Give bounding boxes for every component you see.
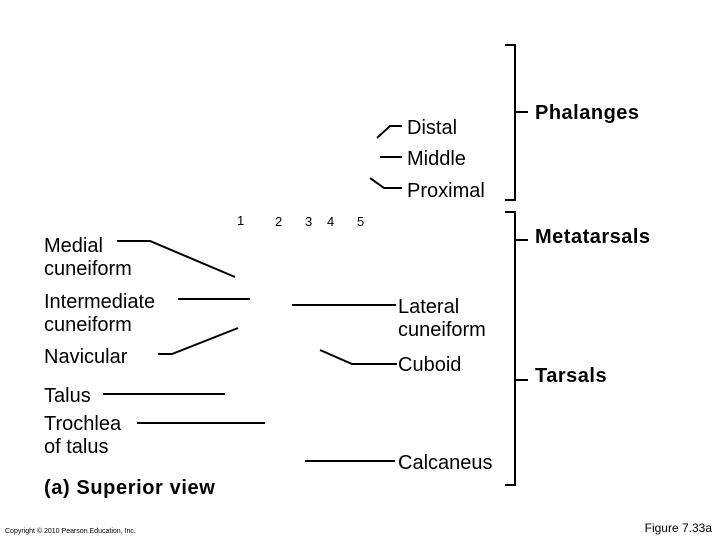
label-calcaneus: Calcaneus: [398, 452, 493, 474]
leader-medial-cuneiform: [117, 241, 235, 277]
label-line: Trochlea: [44, 413, 122, 435]
group-tarsals: Tarsals: [535, 365, 608, 387]
label-trochlea-of-talus: [44, 413, 121, 459]
leader-cuboid: [320, 350, 397, 364]
copyright-notice: Copyright © 2010 Pearson Education, Inc.: [5, 528, 136, 535]
label-intermediate-cuneiform: [44, 291, 155, 337]
figure-label: Figure 7.33a: [644, 521, 712, 535]
label-proximal: Proximal: [407, 180, 485, 202]
label-line: Lateral: [398, 296, 460, 318]
view-title: (a) Superior view: [44, 477, 216, 499]
bracket-phalanges: [505, 45, 515, 200]
label-line: cuneiform: [44, 258, 132, 280]
label-middle: Middle: [407, 148, 466, 170]
label-line: cuneiform: [44, 314, 132, 336]
label-medial-cuneiform: [44, 235, 132, 281]
label-lateral-cuneiform: [398, 296, 486, 342]
label-line: cuneiform: [398, 319, 486, 341]
metatarsal-number: 3: [305, 214, 313, 229]
metatarsal-number: 1: [237, 213, 245, 228]
label-navicular: Navicular: [44, 346, 128, 368]
group-phalanges: Phalanges: [535, 102, 640, 124]
label-cuboid: Cuboid: [398, 354, 462, 376]
metatarsal-number: 4: [327, 214, 335, 229]
label-distal: Distal: [407, 117, 458, 139]
leader-proximal: [370, 178, 402, 188]
group-metatarsals: Metatarsals: [535, 226, 651, 248]
label-line: Medial: [44, 235, 103, 257]
metatarsal-number: 2: [275, 214, 283, 229]
bracket-tarsals: [505, 280, 515, 485]
bracket-metatarsals: [505, 212, 515, 280]
metatarsal-number: 5: [357, 214, 365, 229]
label-line: Intermediate: [44, 291, 156, 313]
leader-distal: [377, 126, 402, 138]
label-line: of talus: [44, 436, 109, 458]
leader-navicular: [158, 328, 238, 354]
label-talus: Talus: [44, 385, 91, 407]
